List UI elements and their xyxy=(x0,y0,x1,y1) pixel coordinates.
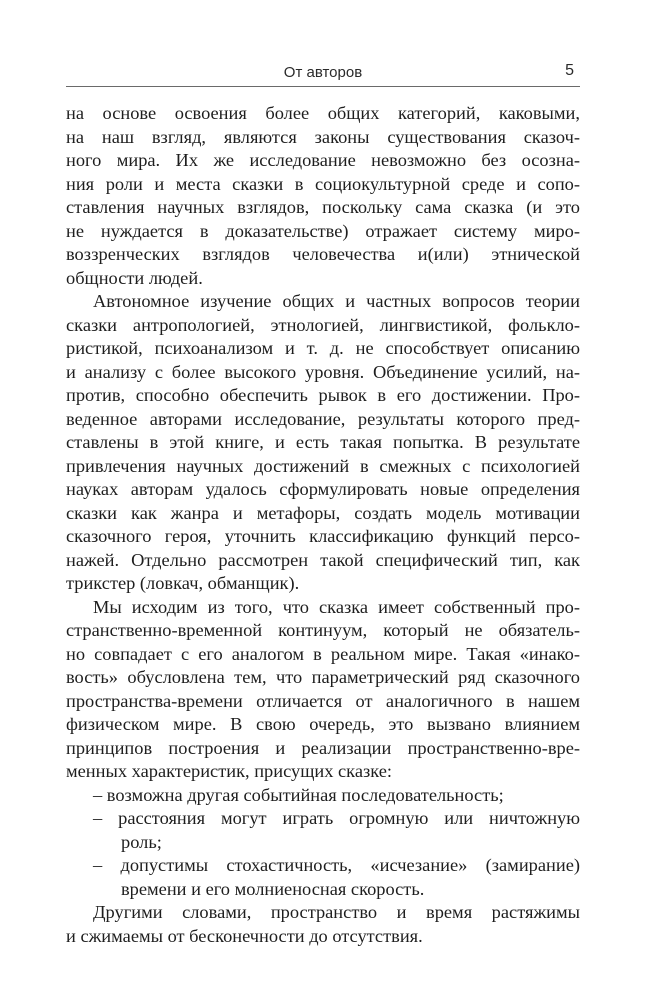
text-line: но совпадает с его аналогом в реальном мире. Такая «инако- xyxy=(66,643,580,664)
running-head: От авторов xyxy=(283,64,363,81)
text-line: менных характеристик, присущих сказке: xyxy=(66,761,392,781)
text-line: ристикой, психоанализом и т. д. не способствует описанию xyxy=(66,338,580,358)
text-line: ставлены в этой книге, и есть такая попытка. В результате xyxy=(66,432,580,452)
text-line: – возможна другая событийная последовательность; xyxy=(93,784,504,805)
text-line: роль; xyxy=(121,831,162,852)
text-line: вость» обусловлена тем, что параметрический ряд сказочного xyxy=(66,667,580,687)
paragraph xyxy=(66,290,580,596)
text-line: нажей. Отдельно рассмотрен такой специфический тип, как xyxy=(66,549,580,570)
text-line: привлечения научных достижений в смежных с психологией xyxy=(66,455,580,476)
text-line: странственно-временной континуум, который не обязатель- xyxy=(66,620,580,640)
text-line: Другими словами, пространство и время растяжимы xyxy=(93,902,580,922)
text-line: пространства-времени отличается от аналогичного в нашем xyxy=(66,690,580,711)
text-line: сказочного героя, уточнить классификацию функций персо- xyxy=(66,526,580,546)
paragraph xyxy=(66,901,580,948)
text-line: трикстер (ловкач, обманщик). xyxy=(66,573,300,593)
text-line: времени и его молниеносная скорость. xyxy=(121,878,425,899)
list-item xyxy=(66,807,580,854)
page-header xyxy=(66,58,580,87)
text-line: веденное авторами исследование, результаты которого пред- xyxy=(66,408,580,429)
text-line: Мы исходим из того, что сказка имеет собственный про- xyxy=(93,596,580,617)
text-line: и анализу с более высокого уровня. Объединение усилий, на- xyxy=(66,361,580,382)
list-item xyxy=(66,854,580,901)
list-item xyxy=(66,784,580,808)
text-line: Автономное изучение общих и частных вопросов теории xyxy=(93,291,580,311)
text-line: науках авторам удалось сформулировать новые определения xyxy=(66,479,580,499)
text-line: на наш взгляд, являются законы существования сказоч- xyxy=(66,126,580,147)
text-line: против, способно обеспечить рывок в его достижении. Про- xyxy=(66,385,580,405)
paragraph xyxy=(66,596,580,784)
body-text xyxy=(66,102,580,948)
text-line: ставления научных взглядов, поскольку сама сказка (и это xyxy=(66,197,580,217)
text-line: общности людей. xyxy=(66,267,203,288)
text-line: физическом мире. В свою очередь, это вызвано влиянием xyxy=(66,714,580,734)
text-line: и сжимаемы от бесконечности до отсутствия. xyxy=(66,925,423,946)
text-line: – расстояния могут играть огромную или ничтожную xyxy=(93,808,580,828)
text-line: – допустимы стохастичность, «исчезание» (замирание) xyxy=(93,855,580,875)
page-number: 5 xyxy=(565,62,574,79)
text-line: принципов построения и реализации пространственно-вре- xyxy=(66,737,580,758)
text-line: на основе освоения более общих категорий, каковыми, xyxy=(66,103,580,123)
paragraph xyxy=(66,102,580,290)
text-line: не нуждается в доказательстве) отражает систему миро- xyxy=(66,220,580,241)
text-line: ного мира. Их же исследование невозможно без осозна- xyxy=(66,150,580,170)
text-line: сказки антропологией, этнологией, лингвистикой, фолькло- xyxy=(66,314,580,335)
text-line: воззренческих взглядов человечества и(или) этнической xyxy=(66,244,580,264)
text-line: ния роли и места сказки в социокультурной среде и сопо- xyxy=(66,173,580,194)
text-line: сказки как жанра и метафоры, создать модель мотивации xyxy=(66,502,580,523)
